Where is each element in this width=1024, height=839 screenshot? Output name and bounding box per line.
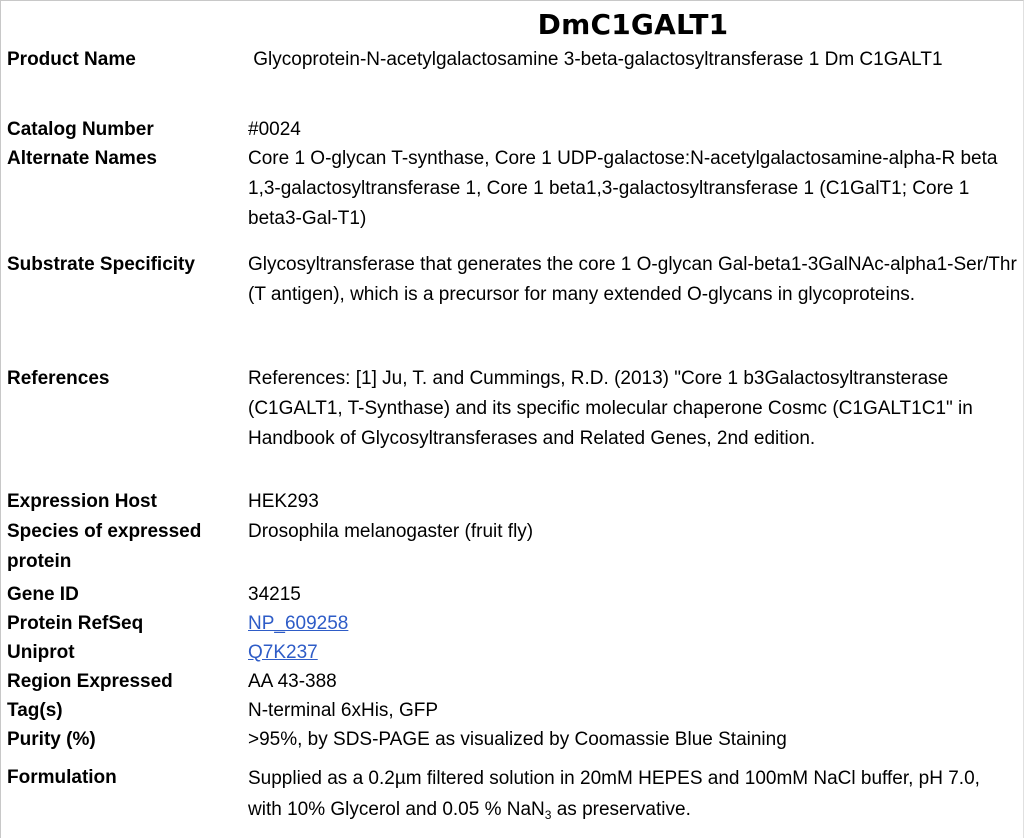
- uniprot-label: Uniprot: [7, 642, 75, 663]
- substrate-specificity-value: Glycosyltransferase that generates the core 1 O-glycan Gal-beta1-3GalNAc-alpha1-Ser/Thr (T antigen), which is a precursor for many extended O-glycans in glycoproteins.: [248, 254, 1017, 305]
- gene-id-value: 34215: [248, 584, 301, 605]
- catalog-number-value: #0024: [248, 119, 301, 140]
- substrate-specificity-label: Substrate Specificity: [7, 254, 195, 275]
- purity-value: >95%, by SDS-PAGE as visualized by Coomassie Blue Staining: [248, 729, 787, 750]
- tags-value: N-terminal 6xHis, GFP: [248, 700, 439, 721]
- species-label: Species of expressed protein: [7, 521, 202, 572]
- protein-refseq-label: Protein RefSeq: [7, 613, 144, 634]
- formulation-label: Formulation: [7, 767, 117, 788]
- purity-label: Purity (%): [7, 729, 96, 750]
- product-name-value: Glycoprotein-N-acetylgalactosamine 3-beta-galactosyltransferase 1 Dm C1GALT1: [248, 49, 943, 70]
- species-value: Drosophila melanogaster (fruit fly): [248, 521, 534, 542]
- formulation-value: [248, 763, 1018, 825]
- page-title: DmC1GALT1: [537, 8, 729, 41]
- expression-host-value: HEK293: [248, 491, 319, 512]
- alternate-names-label: Alternate Names: [7, 148, 157, 169]
- alternate-names-value: Core 1 O-glycan T-synthase, Core 1 UDP-galactose:N-acetylgalactosamine-alpha-R beta 1,3-galactosyltransferase 1, Core 1 beta1,3-galactosyltransferase 1 (C1GalT1; Core 1 beta3-Gal-T1): [248, 148, 998, 229]
- region-expressed-value: AA 43-388: [248, 671, 337, 692]
- uniprot-cell: [248, 638, 1018, 668]
- formulation-text: Supplied as a 0.2µm filtered solution in 20mM HEPES and 100mM NaCl buffer, pH 7.0, with 10% Glycerol and 0.05 % NaN: [248, 768, 980, 820]
- formulation-subscript: 3: [544, 808, 552, 822]
- uniprot-link[interactable]: Q7K237: [248, 642, 318, 663]
- protein-refseq-link[interactable]: NP_609258: [248, 613, 349, 634]
- references-value: References: [1] Ju, T. and Cummings, R.D. (2013) "Core 1 b3Galactosyltransterase (C1GALT1, T-Synthase) and its specific molecular chaperone Cosmc (C1GALT1C1" in Handbook of Glycosyltransferases and Related Genes, 2nd edition.: [248, 368, 973, 449]
- tags-label: Tag(s): [7, 700, 63, 721]
- catalog-number-label: Catalog Number: [7, 119, 154, 140]
- region-expressed-label: Region Expressed: [7, 671, 173, 692]
- expression-host-label: Expression Host: [7, 491, 157, 512]
- product-name-label: Product Name: [7, 49, 136, 70]
- formulation-text-end: as preservative.: [551, 799, 691, 820]
- gene-id-label: Gene ID: [7, 584, 79, 605]
- references-label: References: [7, 368, 110, 389]
- protein-refseq-cell: [248, 609, 1018, 639]
